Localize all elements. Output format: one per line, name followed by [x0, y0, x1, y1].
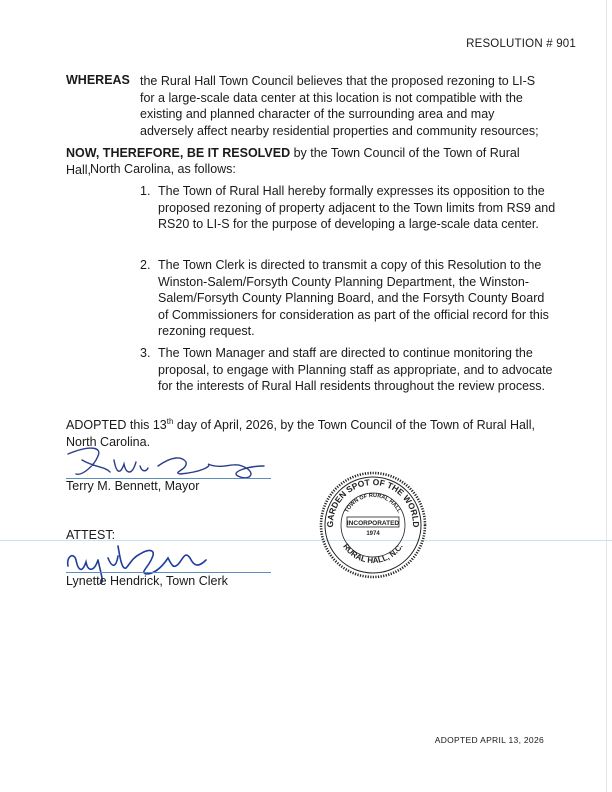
whereas-label: WHEREAS [66, 73, 130, 87]
list-item-number: 1. [140, 184, 151, 198]
svg-text:GARDEN SPOT OF THE WORLD: GARDEN SPOT OF THE WORLD [324, 476, 422, 528]
svg-text:RURAL HALL, N.C.: RURAL HALL, N.C. [341, 542, 405, 566]
attest-label: ATTEST: [66, 528, 116, 542]
town-seal [318, 470, 428, 580]
list-item-number: 2. [140, 258, 151, 272]
adoption-prefix: ADOPTED this 13 [66, 418, 167, 433]
resolved-lead: NOW, THEREFORE, BE IT RESOLVED [66, 146, 291, 160]
mayor-name: Terry M. Bennett, Mayor [66, 479, 200, 493]
svg-text:1974: 1974 [366, 531, 380, 537]
list-item-text: The Town Clerk is directed to transmit a copy of this Resolution to the Winston-Salem/Forsyth County Planning Department, the Winston-Salem/Forsyth County Planning Board, and the Forsyth County Board of Commissioners for consideration as part of the official record for this rezoning request. [158, 258, 549, 339]
resolved-text-line1: by the Town Council of the Town of Rural Hall, [66, 146, 520, 177]
list-item-text: The Town of Rural Hall hereby formally expresses its opposition to the proposed rezoning of property adjacent to the Town limits from RS9 and RS20 to LI-S for the purpose of developing a large-scale data center. [158, 184, 556, 232]
adopted-stamp: ADOPTED APRIL 13, 2026 [434, 735, 544, 745]
list-item-number: 3. [140, 346, 151, 360]
resolution-number: RESOLUTION # 901 [466, 38, 576, 50]
clerk-name: Lynette Hendrick, Town Clerk [66, 574, 228, 588]
resolved-text-line2: North Carolina, as follows: [90, 162, 236, 176]
svg-text:INCORPORATED: INCORPORATED [346, 520, 400, 527]
mayor-signature [62, 442, 272, 482]
list-item-text: The Town Manager and staff are directed to continue monitoring the proposal, to engage with Planning staff as appropriate, and to advocate for the interests of Rural Hall residents throughout the review process. [158, 346, 553, 394]
svg-text:TOWN OF RURAL HALL: TOWN OF RURAL HALL [344, 492, 402, 514]
adoption-ordinal: th [166, 417, 174, 426]
whereas-text: the Rural Hall Town Council believes that the proposed rezoning to LI-S for a large-scale data center at this location is not compatible with the existing and planned character of the surrounding area and may adversely affect nearby residential properties and community resources; [140, 74, 539, 138]
adoption-suffix: day of April, 2026, by the Town Council of the Town of Rural Hall, North Carolina. [66, 418, 535, 449]
page-edge [606, 0, 607, 792]
clerk-signature-line [66, 572, 271, 573]
